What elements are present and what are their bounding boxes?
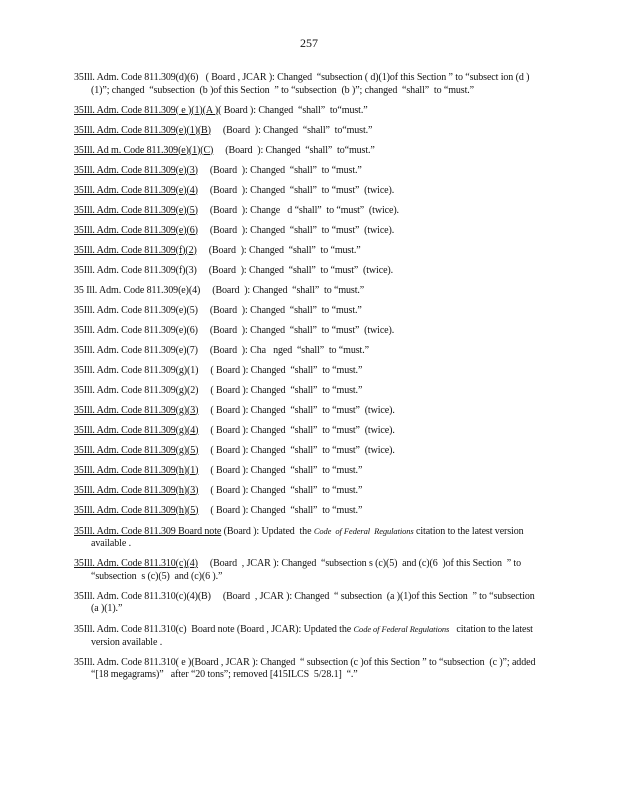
entry-description: (Board ): Change d “shall” to “must” (twice). [197,204,399,216]
entry-description: (Board ): Changed “shall” to “must” (twice). [197,324,395,336]
entry-citation: 35Ill. Adm. Code 811.309(g)(5) [74,444,199,456]
entry-description: (Board ): Changed “shall” to“must.” [210,124,373,136]
entry-citation: 35 Ill. Adm. Code 811.309(e)(4) [74,284,201,296]
amendment-entry [74,657,544,682]
entry-description: ( Board ): Changed “shall” to “must.” [198,384,363,396]
entry-citation: 35Ill. Adm. Code 811.309(e)(6) [74,224,198,236]
entry-description: ( Board , JCAR ): Changed “subsection ( d)(1)of this Section ” to “subsect ion (d )(1)”; changed “subsection (b )of this Section ” to “subsection (b )”; changed “shall” to “must.” [91,72,530,96]
entry-description: (Board ): Changed “shall” to“must.” [213,144,375,156]
entry-citation: 35Ill. Adm. Code 811.309(e)(4) [74,184,198,196]
entry-description: (Board ): Cha nged “shall” to “must.” [197,344,369,356]
amendment-entry [74,365,544,378]
entry-citation: 35Ill. Adm. Code 811.309(e)(1)(B) [74,124,211,136]
entry-citation: 35Ill. Ad m. Code 811.309(e)(1)(C) [74,144,214,156]
entry-description: (Board ): Changed “shall” to “must.” [197,164,362,176]
amendment-entry [74,445,544,458]
entry-citation: 35Ill. Adm. Code 811.309(e)(5) [74,204,198,216]
entry-description: (Board , JCAR ): Changed “subsection s (c)(5) and (c)(6 )of this Section ” to “subsection s (c)(5) and (c)(6 ).” [91,558,524,582]
entry-description: (Board ): Changed “shall” to “must” (twice). [197,184,395,196]
entry-description: ( Board ): Changed “shall” to “must.” [198,484,363,496]
amendment-entry [74,185,544,198]
entry-citation: 35Ill. Adm. Code 811.309( e )(1)(A ) [74,104,219,116]
amendment-entry [74,145,544,158]
entry-citation: 35Ill. Adm. Code 811.309(f)(3) [74,264,197,276]
entry-citation: 35Ill. Adm. Code 811.310(c)(4) [74,558,198,569]
entry-citation: 35Ill. Adm. Code 811.309(h)(5) [74,504,199,516]
amendment-entry [74,225,544,238]
entry-citation: 35Ill. Adm. Code 811.309(g)(1) [74,364,199,376]
entry-citation: 35Ill. Adm. Code 811.310( e ) [74,656,192,668]
entry-citation: 35Ill. Adm. Code 811.309(e)(6) [74,324,198,336]
amendment-entry [74,591,544,616]
amendment-entry [74,205,544,218]
entry-description: (Board ): Updated the Code of Federal Regulations citation to the latest version available . [91,525,526,549]
entry-description: (Board ): Changed “shall” to “must.” [197,304,362,316]
entry-description: ( Board ): Changed “shall” to “must” (twice). [198,404,395,416]
entry-citation: 35Ill. Adm. Code 811.309(e)(3) [74,164,198,176]
amendment-entry [74,305,544,318]
amendment-list [74,72,544,689]
entry-description: Board note (Board , JCAR): Updated the Code of Federal Regulations citation to the latest version available . [91,624,536,648]
amendment-entry [74,385,544,398]
entry-citation: 35Ill. Adm. Code 811.309 Board note [74,525,222,537]
entry-description: (Board ): Changed “shall” to “must.” [196,244,361,256]
amendment-entry [74,405,544,418]
italic-title: Code of Federal Regulations [353,624,450,634]
amendment-entry [74,505,544,518]
amendment-entry [74,558,544,583]
entry-description: (Board , JCAR ): Changed “ subsection (a )(1)of this Section ” to “subsection (a )(1).” [91,590,540,614]
entry-description: (Board ): Changed “shall” to “must” (twice). [196,264,394,276]
entry-citation: 35Ill. Adm. Code 811.309(h)(1) [74,464,199,476]
amendment-entry [74,125,544,138]
amendment-entry [74,485,544,498]
amendment-entry [74,105,544,118]
entry-citation: 35Ill. Adm. Code 811.310(c)(4)(B) [74,590,211,602]
entry-description: (Board ): Changed “shall” to “must” (twice). [197,224,395,236]
amendment-entry [74,623,544,649]
amendment-entry [74,525,544,551]
entry-description: ( Board ): Changed “shall” to“must.” [218,104,368,116]
entry-description: ( Board ): Changed “shall” to “must.” [198,464,363,476]
entry-citation: 35Ill. Adm. Code 811.309(g)(3) [74,404,199,416]
amendment-entry [74,265,544,278]
entry-description: (Board , JCAR ): Changed “ subsection (c )of this Section ” to “subsection (c )”; added “[18 megagrams)” after “20 tons”; removed [415ILCS 5/28.1] “.” [91,656,538,680]
entry-description: ( Board ): Changed “shall” to “must.” [198,504,363,516]
entry-citation: 35Ill. Adm. Code 811.309(d)(6) [74,72,199,83]
entry-citation: 35Ill. Adm. Code 811.309(g)(4) [74,424,199,436]
entry-description: ( Board ): Changed “shall” to “must” (twice). [198,424,395,436]
amendment-entry [74,245,544,258]
entry-citation: 35Ill. Adm. Code 811.309(e)(5) [74,304,198,316]
amendment-entry [74,325,544,338]
page-number: 257 [300,36,318,50]
amendment-entry [74,72,544,97]
amendment-entry [74,425,544,438]
entry-description: ( Board ): Changed “shall” to “must.” [198,364,363,376]
amendment-entry [74,285,544,298]
entry-citation: 35Ill. Adm. Code 811.309(h)(3) [74,484,199,496]
entry-citation: 35Ill. Adm. Code 811.310(c) [74,624,187,635]
italic-title: Code of Federal Regulations [313,525,414,536]
entry-citation: 35Ill. Adm. Code 811.309(g)(2) [74,384,199,396]
entry-description: (Board ): Changed “shall” to “must.” [200,284,365,296]
entry-description: ( Board ): Changed “shall” to “must” (twice). [198,444,395,456]
entry-citation: 35Ill. Adm. Code 811.309(f)(2) [74,244,197,256]
amendment-entry [74,465,544,478]
amendment-entry [74,345,544,358]
entry-citation: 35Ill. Adm. Code 811.309(e)(7) [74,344,198,356]
amendment-entry [74,165,544,178]
